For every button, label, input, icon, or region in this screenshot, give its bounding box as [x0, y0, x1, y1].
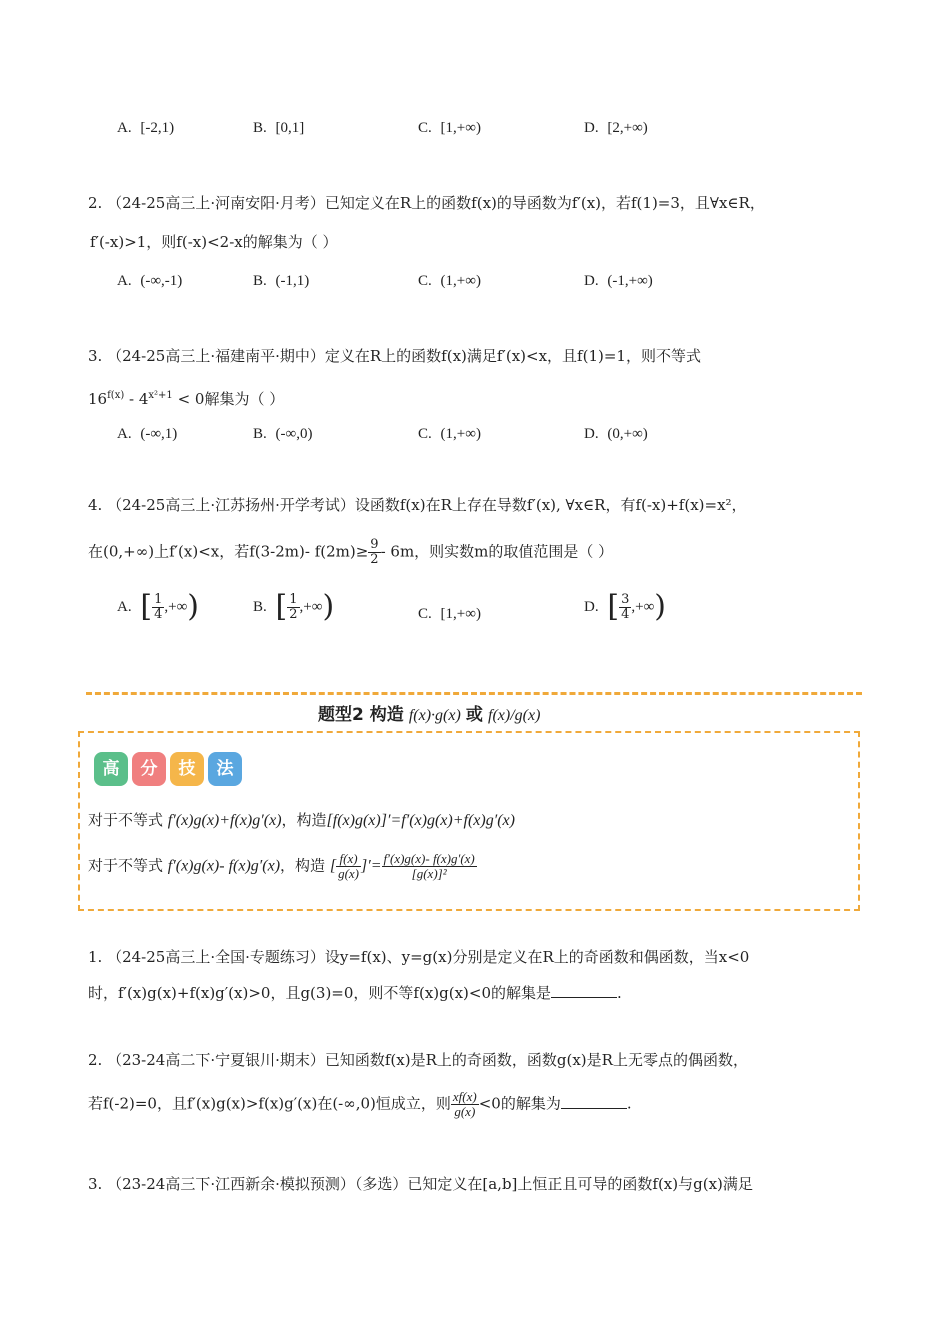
right-paren: )	[322, 589, 335, 624]
tips-lead: 对于不等式	[88, 856, 164, 875]
question-number: 4.	[88, 496, 103, 514]
q3-option-a	[117, 424, 177, 443]
q1-option-c	[418, 118, 481, 137]
fraction	[336, 852, 361, 881]
option-value: [0,1]	[275, 120, 305, 136]
p1-line1	[88, 947, 749, 967]
p3-line1	[88, 1174, 753, 1194]
question-number: 3.	[88, 1175, 103, 1193]
option-label: A.	[117, 273, 132, 289]
left-bracket: [	[140, 589, 153, 624]
option-value: [2,+∞)	[607, 120, 648, 136]
fraction-numerator: 3	[621, 591, 630, 607]
tips-row-2	[88, 852, 477, 881]
tips-badge: 高	[94, 752, 128, 786]
q4-line2	[88, 538, 613, 567]
tips-expression: f′(x)g(x)- f(x)g′(x)	[167, 857, 281, 875]
q3-line1	[88, 346, 701, 366]
section-title-prefix: 题型2 构造	[318, 705, 404, 725]
question-number: 3.	[88, 347, 103, 365]
tips-close-bracket: ]′=	[361, 857, 382, 875]
option-label: B.	[253, 599, 267, 615]
section-title-or: 或	[465, 705, 483, 725]
fraction-denominator: 2	[289, 606, 298, 622]
question-text: 设函数f(x)在R上存在导数f′(x), ∀x∈R，有f(-x)+f(x)=x²，	[354, 496, 747, 514]
q4-option-b	[253, 589, 335, 624]
q3-option-b	[253, 424, 312, 443]
section-title	[318, 700, 540, 725]
q2-option-c	[418, 271, 481, 290]
option-value: [1,+∞)	[440, 120, 481, 136]
fraction-numerator: 1	[289, 591, 298, 607]
option-label: B.	[253, 426, 267, 442]
option-label: D.	[584, 426, 599, 442]
p2-line1	[88, 1050, 748, 1070]
section-divider	[86, 692, 862, 695]
option-label: B.	[253, 120, 267, 136]
answer-blank	[561, 1094, 627, 1109]
option-value: [1,+∞)	[440, 606, 481, 622]
tips-separator: ，构造	[281, 811, 327, 829]
question-text: f′(-x)>1，则f(-x)<2-x的解集为（ ）	[90, 233, 338, 251]
tips-separator: ，构造	[280, 856, 326, 875]
q4-option-d	[584, 589, 666, 624]
fraction-denominator: 2	[370, 552, 379, 567]
question-text: （多选）已知定义在[a,b]上恒正且可导的函数f(x)与g(x)满足	[354, 1175, 753, 1193]
option-label: C.	[418, 120, 432, 136]
option-label: A.	[117, 599, 132, 615]
right-paren: )	[187, 589, 199, 624]
question-number: 2.	[88, 1051, 103, 1069]
fraction-numerator: 9	[370, 537, 379, 552]
q2-line2	[90, 232, 338, 252]
question-number: 1.	[88, 948, 103, 966]
option-tail: ,+∞	[299, 599, 323, 615]
q3-option-d	[584, 424, 648, 443]
left-bracket: [	[275, 589, 288, 624]
question-text: - 6m，则实数m的取值范围是（ ）	[380, 542, 614, 561]
p1-line2	[88, 983, 622, 1003]
tips-result: [f(x)g(x)]′=f′(x)g(x)+f(x)g′(x)	[326, 812, 515, 829]
fraction	[619, 593, 631, 622]
option-value: (1,+∞)	[440, 426, 481, 442]
option-label: A.	[117, 426, 132, 442]
question-text: 设y=f(x)、y=g(x)分别是定义在R上的奇函数和偶函数，当x<0	[324, 948, 750, 966]
q3-line2	[88, 386, 284, 409]
section-title-expr: f(x)/g(x)	[488, 707, 541, 724]
left-bracket: [	[607, 589, 620, 624]
tips-open-bracket: [	[329, 857, 337, 875]
tips-row-1	[88, 810, 515, 831]
q3-option-c	[418, 424, 481, 443]
option-label: C.	[418, 426, 432, 442]
option-label: C.	[418, 273, 432, 289]
fraction	[382, 852, 477, 881]
q1-option-d	[584, 118, 648, 137]
question-text: 定义在R上的函数f(x)满足f′(x)<x，且f(1)=1，则不等式	[324, 347, 701, 365]
answer-blank	[551, 983, 617, 998]
question-text: < 0解集为（ ）	[172, 390, 285, 408]
q4-option-a	[117, 589, 199, 624]
question-text: 已知定义在R上的函数f(x)的导函数为f′(x)，若f(1)=3，且∀x∈R，	[324, 194, 765, 212]
sentence-end: .	[617, 984, 622, 1002]
option-label: A.	[117, 120, 132, 136]
option-value: (-1,+∞)	[607, 273, 653, 289]
fraction-numerator: 1	[154, 591, 163, 607]
fraction	[368, 538, 380, 567]
option-value: (0,+∞)	[607, 426, 648, 442]
fraction	[152, 593, 164, 622]
sentence-end: .	[626, 1094, 632, 1113]
section-title-expr: f(x)·g(x)	[408, 707, 461, 724]
fraction-denominator: g(x)	[338, 866, 360, 881]
question-text: 已知函数f(x)是R上的奇函数，函数g(x)是R上无零点的偶函数，	[324, 1051, 748, 1069]
q2-option-d	[584, 271, 653, 290]
inequality-exponent: x²+1	[148, 390, 173, 401]
tips-badge: 分	[132, 752, 166, 786]
q4-line1	[88, 495, 747, 515]
question-source: （24-25高三上·江苏扬州·开学考试）	[107, 496, 355, 514]
option-tail: ,+∞	[631, 599, 655, 615]
fraction-denominator: 4	[621, 606, 630, 622]
tips-expression: f′(x)g(x)+f(x)g′(x)	[167, 812, 282, 829]
q4-option-c	[418, 604, 481, 623]
question-source: （24-25高三上·河南安阳·月考）	[107, 194, 325, 212]
q2-line1	[88, 193, 765, 213]
question-text: <0的解集为	[478, 1094, 561, 1113]
option-value: (1,+∞)	[440, 273, 481, 289]
q2-option-b	[253, 271, 309, 290]
fraction-denominator: g(x)	[454, 1104, 476, 1119]
fraction	[287, 593, 299, 622]
option-value: (-1,1)	[275, 273, 310, 289]
fraction-numerator: f′(x)g(x)- f(x)g′(x)	[383, 851, 475, 866]
option-value: [-2,1)	[140, 120, 175, 136]
fraction-numerator: xf(x)	[452, 1089, 477, 1104]
question-number: 2.	[88, 194, 103, 212]
option-label: C.	[418, 606, 432, 622]
q1-option-a	[117, 118, 174, 137]
tips-lead: 对于不等式	[88, 811, 164, 829]
question-text: 时，f′(x)g(x)+f(x)g′(x)>0，且g(3)=0，则不等f(x)g(x)<0的解集是	[88, 984, 552, 1002]
option-label: D.	[584, 599, 599, 615]
question-source: （23-24高二下·宁夏银川·期末）	[107, 1051, 325, 1069]
inequality-base: 16	[88, 390, 108, 408]
q1-option-b	[253, 118, 304, 137]
q2-option-a	[117, 271, 182, 290]
right-paren: )	[654, 589, 666, 624]
fraction-denominator: 4	[154, 606, 163, 622]
fraction-denominator: [g(x)]²	[411, 866, 447, 881]
option-value: (-∞,-1)	[140, 273, 183, 289]
question-source: （23-24高三下·江西新余·模拟预测）	[107, 1175, 355, 1193]
inequality-exponent: f(x)	[107, 390, 125, 401]
option-value: (-∞,1)	[140, 426, 178, 442]
question-text: 在(0,+∞)上f′(x)<x，若f(3-2m)- f(2m)≥	[88, 542, 369, 561]
option-value: (-∞,0)	[275, 426, 313, 442]
question-source: （24-25高三上·全国·专题练习）	[107, 948, 325, 966]
tips-badge-group	[94, 752, 246, 786]
fraction-numerator: f(x)	[336, 852, 361, 867]
tips-badge: 法	[208, 752, 242, 786]
option-label: D.	[584, 120, 599, 136]
option-tail: ,+∞	[164, 599, 188, 615]
inequality-middle: - 4	[124, 390, 149, 408]
question-text: 若f(-2)=0，且f′(x)g(x)>f(x)g′(x)在(-∞,0)恒成立，则	[88, 1094, 451, 1113]
option-label: D.	[584, 273, 599, 289]
p2-line2	[88, 1090, 632, 1119]
question-source: （24-25高三上·福建南平·期中）	[107, 347, 325, 365]
fraction	[451, 1090, 479, 1119]
option-label: B.	[253, 273, 267, 289]
tips-badge: 技	[170, 752, 204, 786]
